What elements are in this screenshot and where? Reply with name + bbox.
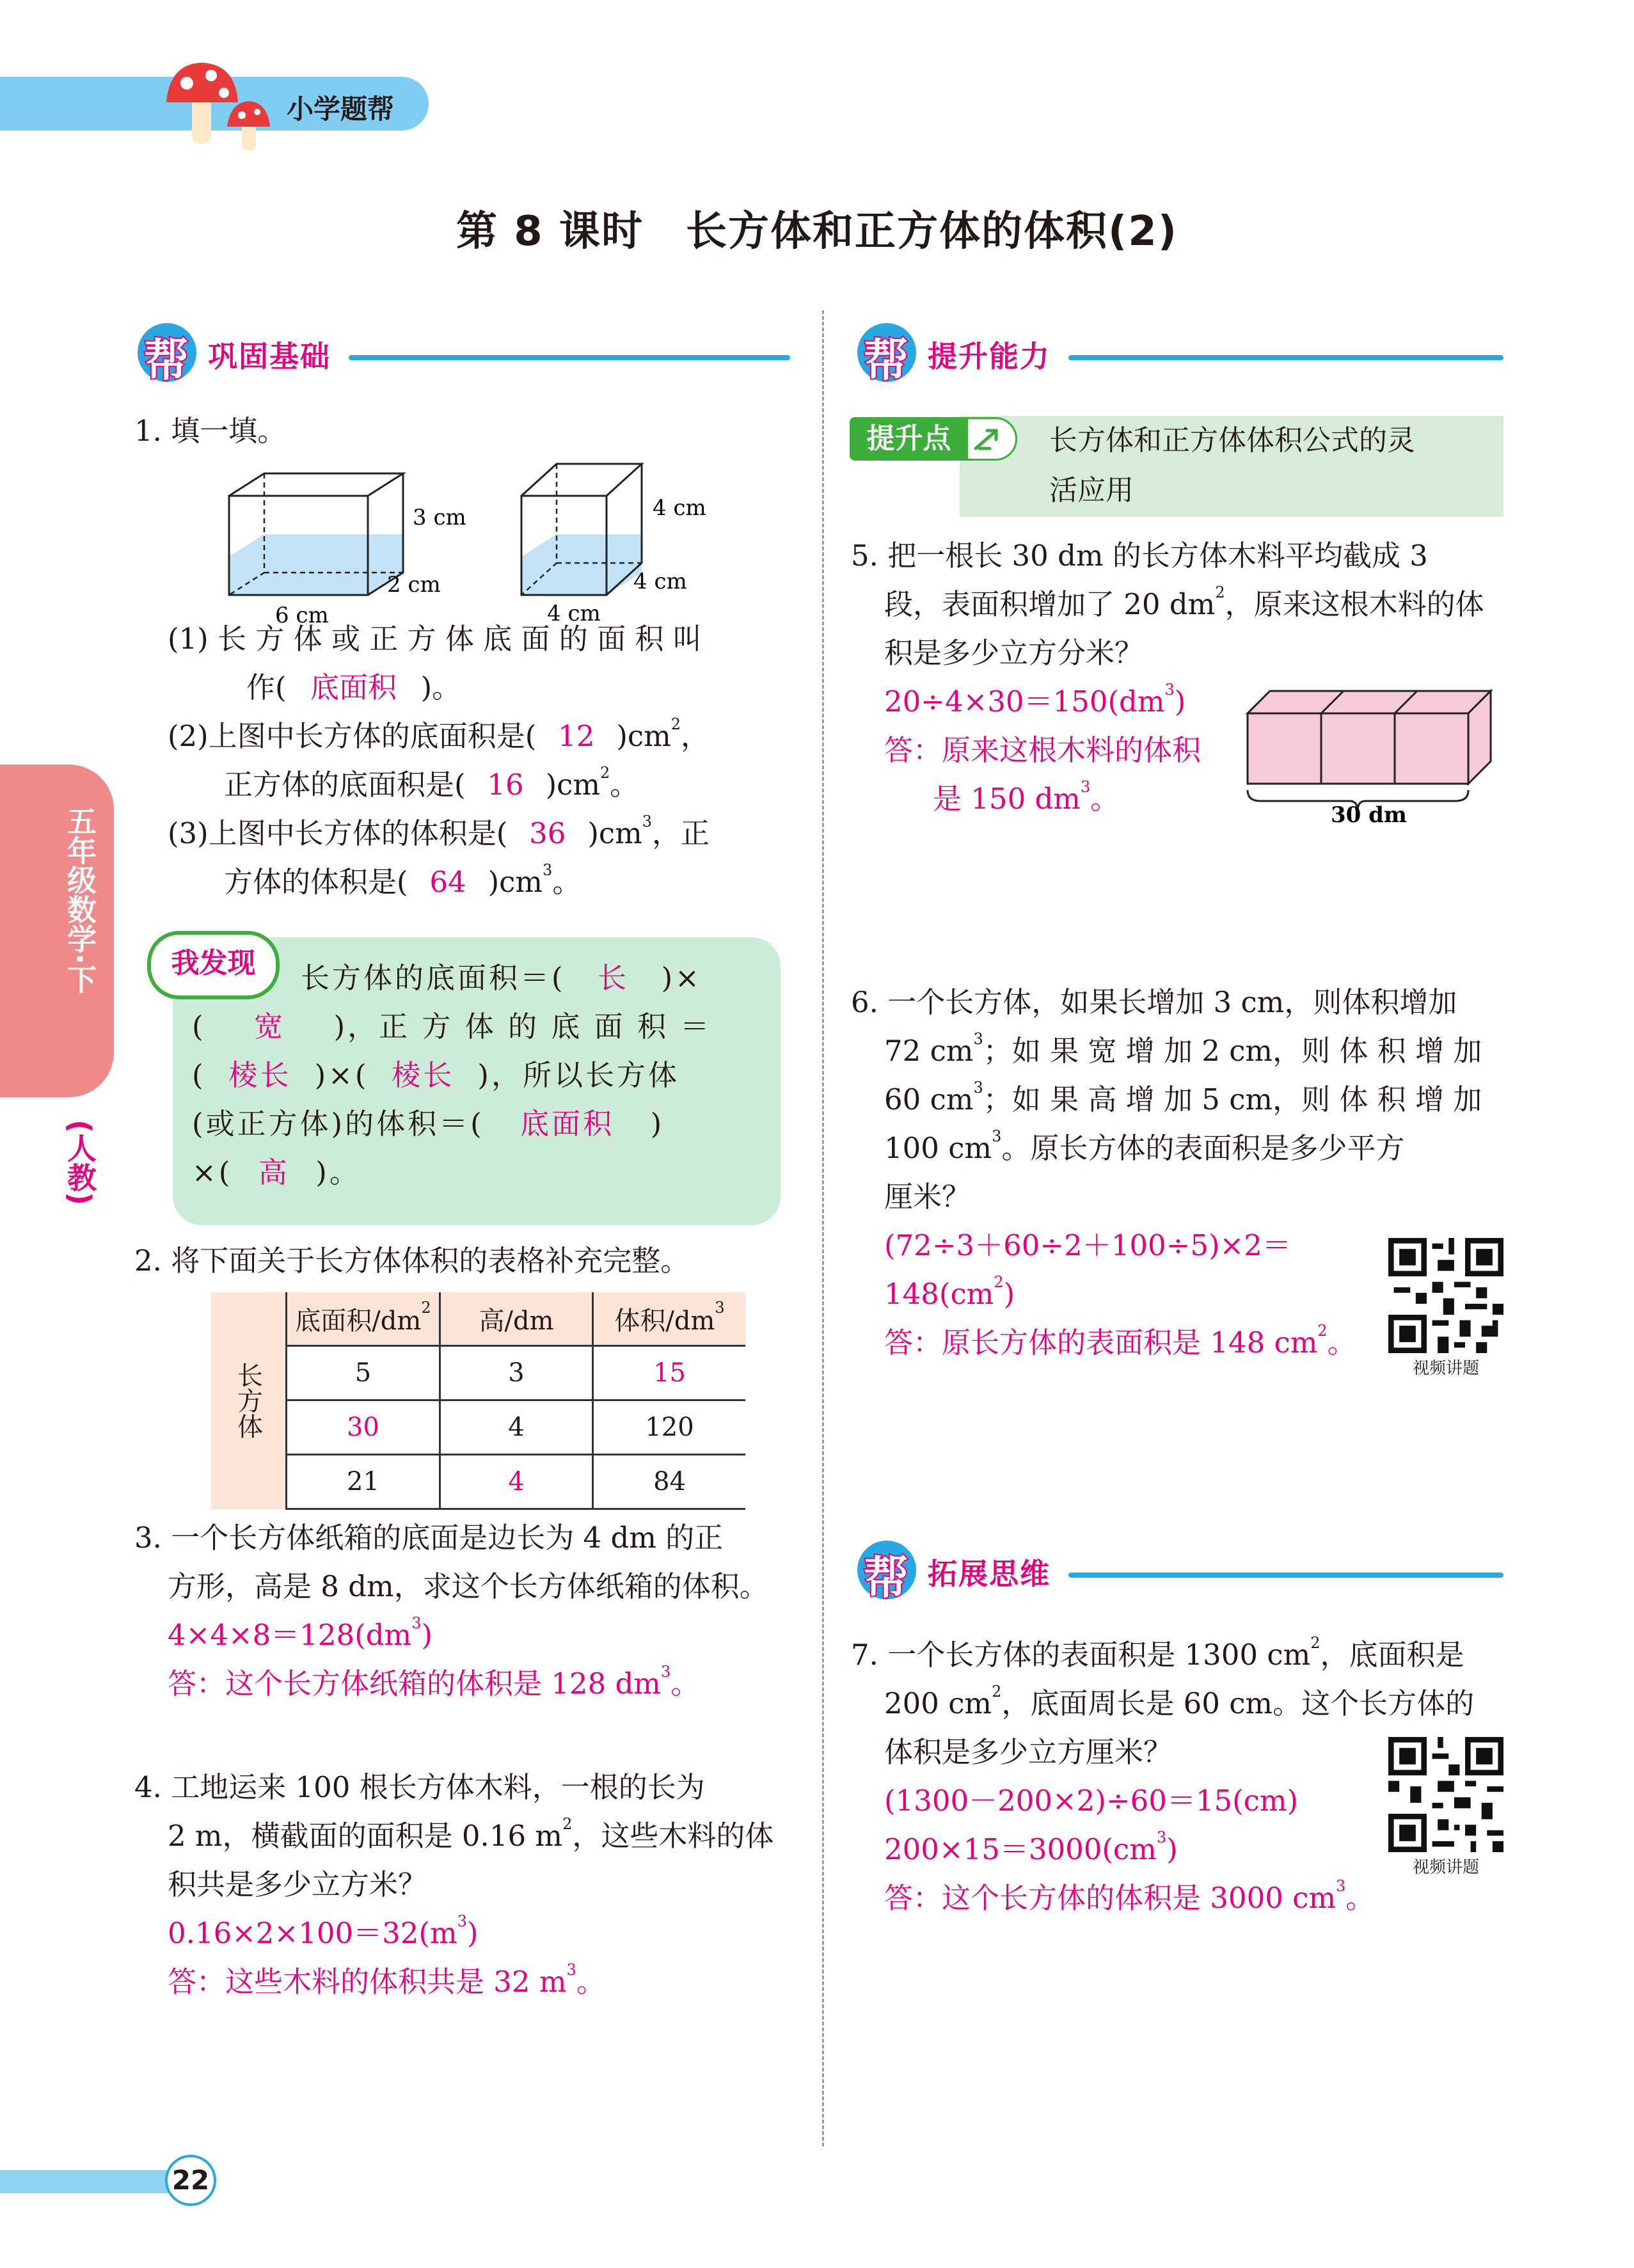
section-rule: [349, 355, 790, 360]
q6-qr-label: 视频讲题: [1412, 1359, 1479, 1378]
table-header-cell: 高/dm: [440, 1292, 592, 1346]
table-header-cell: 底面积$/dm^2$: [287, 1292, 440, 1346]
q1-part2-line2: 正方体的底面积是( 16 )$cm^2$。: [224, 760, 639, 810]
discover-answer-base-area: 底面积: [520, 1107, 615, 1141]
q4-line1: 4. 工地运来 100 根长方体木料，一根的长为: [134, 1770, 705, 1804]
section-basic-header: [138, 323, 790, 393]
q6-line1: 6. 一个长方体，如果长增加 3 cm，则体积增加: [851, 985, 1457, 1019]
table-row: [211, 1400, 745, 1455]
q6-line4: 100 $cm^3$。原长方体的表面积是多少平方: [884, 1127, 1405, 1165]
q3-line1: 3. 一个长方体纸箱的底面是边长为 4 dm 的正: [134, 1521, 724, 1555]
discover-badge: 我发现: [147, 931, 280, 999]
discover-line5: ×( 高 )。: [192, 1148, 361, 1198]
discover-line1: 长方体的底面积＝( 长 )×: [301, 953, 702, 1003]
row-header-label: 长方体: [233, 1362, 263, 1439]
discover-line4: (或正方体)的体积＝( 底面积 ): [192, 1099, 664, 1149]
q5-answer-line1: 答：原来这根木料的体积: [884, 733, 1202, 767]
q5-line2: 段，表面积增加了 20 $dm^2$，原来这根木料的体: [884, 583, 1484, 621]
q6-calculation-line1: (72÷3＋60÷2＋100÷5)×2＝: [884, 1228, 1291, 1262]
section-rule: [1068, 355, 1503, 360]
q1-answer-cube-volume: 64: [429, 865, 466, 899]
q1-part3-line2: 方体的体积是( 64 )$cm^3$。: [224, 857, 581, 907]
q7-line1: 7. 一个长方体的表面积是 1300 $cm^2$，底面积是: [851, 1634, 1464, 1672]
q4-line2: 2 m，横截面的面积是 0.16 $m^2$，这些木料的体: [168, 1815, 774, 1853]
q1-part1-line1: (1) 长 方 体 或 正 方 体 底 面 的 面 积 叫: [168, 622, 702, 656]
q5-log-figure: [1241, 685, 1510, 825]
cuboid-height-label: 3 cm: [413, 505, 466, 530]
table-cell-answer: 30: [287, 1400, 440, 1455]
q6-line5: 厘米？: [884, 1180, 971, 1214]
q4-line3: 积共是多少立方米？: [168, 1868, 427, 1901]
q1-part2-line1: (2)上图中长方体的底面积是( 12 )$cm^2$，: [168, 711, 710, 761]
q6-qr-code-icon[interactable]: [1388, 1238, 1503, 1353]
table-cell-answer: 15: [593, 1346, 745, 1400]
discover-answer-edge1: 棱长: [228, 1058, 292, 1092]
discover-line2: ( 宽 )，正 方 体 的 底 面 积 ＝: [192, 1002, 711, 1052]
q7-qr-label: 视频讲题: [1412, 1858, 1479, 1877]
q5-calculation: $20\div 4\times 30=150(dm^3)$: [884, 681, 1186, 718]
section-extend-header: [857, 1541, 1503, 1611]
table-cell: 21: [287, 1455, 440, 1509]
q7-line3: 体积是多少立方厘米？: [884, 1735, 1173, 1769]
page-number: 22: [165, 2155, 216, 2206]
footer-bar: [0, 2170, 192, 2193]
section-improve-title: 提升能力: [928, 339, 1051, 374]
point-badge: 提升点: [850, 417, 968, 461]
q1-part1-line2: 作( 底面积 )。: [246, 663, 461, 713]
q1-answer-cuboid-volume: 36: [529, 816, 566, 850]
table-cell-answer: 4: [440, 1455, 592, 1509]
column-divider: [822, 310, 824, 2146]
q3-answer: 答：这个长方体纸箱的体积是 128 $dm^3$。: [168, 1663, 700, 1701]
point-text-line1: 长方体和正方体体积公式的灵: [1049, 424, 1415, 457]
section-improve-header: [857, 323, 1503, 393]
q5-answer-line2: 是 150 $dm^3$。: [933, 778, 1120, 816]
table-cell: 84: [593, 1455, 745, 1509]
q2-stem: 2. 将下面关于长方体体积的表格补充完整。: [134, 1244, 690, 1278]
mushroom-logo-icon: [160, 58, 288, 154]
point-text-line2: 活应用: [1049, 474, 1134, 507]
lesson-title: 第 8 课时 长方体和正方体的体积(2): [456, 208, 1178, 255]
q7-answer: 答：这个长方体的体积是 3000 $cm^3$。: [884, 1877, 1375, 1915]
table-header-cell: 体积$/dm^3$: [593, 1292, 745, 1346]
q1-answer-cuboid-base: 12: [558, 719, 595, 753]
q7-calculation-line2: $200\times 15=3000(cm^3)$: [884, 1828, 1178, 1866]
discover-answer-length: 长: [598, 961, 630, 995]
q1-stem: 1. 填一填。: [134, 414, 287, 448]
side-tab-grade: 五年级数学·下: [63, 806, 97, 994]
q7-qr-code-icon[interactable]: [1388, 1737, 1503, 1852]
section-basic-title: 巩固基础: [208, 339, 331, 374]
q1-answer-base-area: 底面积: [310, 670, 397, 704]
cuboid-length-label: 6 cm: [275, 603, 329, 624]
section-extend-title: 拓展思维: [928, 1557, 1051, 1591]
q6-line3: 60 $cm^3$；如 果 高 增 加 5 cm，则 体 积 增 加: [884, 1079, 1482, 1116]
cube-height-label: 4 cm: [653, 495, 706, 521]
q6-calculation-line2: $148(cm^2)$: [884, 1273, 1015, 1311]
q1-part3-line1: (3)上图中长方体的体积是( 36 )$cm^3$，正: [168, 809, 710, 859]
q7-calculation-line1: (1300－200×2)÷60＝15(cm): [884, 1784, 1299, 1818]
table-cell: 5: [287, 1346, 440, 1400]
q6-answer: 答：原长方体的表面积是 148 $cm^2$。: [884, 1322, 1356, 1360]
point-arrow-icon: [966, 417, 1017, 461]
table-cell: 120: [593, 1400, 745, 1455]
discover-answer-edge2: 棱长: [392, 1058, 455, 1092]
q5-line3: 积是多少立方分米？: [884, 636, 1144, 670]
cube-width-label: 4 cm: [633, 569, 687, 594]
q2-volume-table: [211, 1292, 745, 1510]
q7-line2: 200 $cm^2$，底面周长是 60 cm。这个长方体的: [884, 1683, 1475, 1720]
table-row: [211, 1346, 745, 1400]
q5-figure-length-label: 30 dm: [1331, 802, 1407, 825]
q4-calculation: $0.16\times 2\times 100=32(m^3)$: [168, 1912, 479, 1950]
discover-line3: ( 棱长 )×( 棱长 )，所以长方体: [192, 1051, 679, 1100]
bang-glyph: 帮: [864, 334, 908, 386]
q4-answer: 答：这些木料的体积共是 32 $m^3$。: [168, 1961, 605, 1999]
q3-line2: 方形，高是 8 dm，求这个长方体纸箱的体积。: [168, 1569, 768, 1603]
side-tab-edition: (人教): [63, 1120, 97, 1206]
table-header-row: [211, 1292, 745, 1346]
brand-name: 小学题帮: [287, 93, 395, 125]
bang-glyph: 帮: [864, 1551, 908, 1604]
table-cell: 3: [440, 1346, 592, 1400]
q1-figure: [218, 457, 793, 624]
cube-length-label: 4 cm: [547, 601, 601, 624]
table-cell: 4: [440, 1400, 592, 1455]
discover-answer-width: 宽: [254, 1010, 286, 1043]
table-row-header: [211, 1292, 287, 1509]
section-rule: [1068, 1573, 1503, 1578]
discover-answer-height: 高: [258, 1155, 290, 1189]
table-row: [211, 1455, 745, 1509]
q5-line1: 5. 把一根长 30 dm 的长方体木料平均截成 3: [851, 539, 1428, 573]
q6-line2: 72 $cm^3$；如 果 宽 增 加 2 cm，则 体 积 增 加: [884, 1030, 1482, 1068]
cuboid-width-label: 2 cm: [387, 572, 441, 598]
bang-glyph: 帮: [144, 334, 189, 386]
q1-answer-cube-base: 16: [487, 768, 524, 802]
q3-calculation: $4\times 4\times 8=128(dm^3)$: [168, 1614, 433, 1652]
